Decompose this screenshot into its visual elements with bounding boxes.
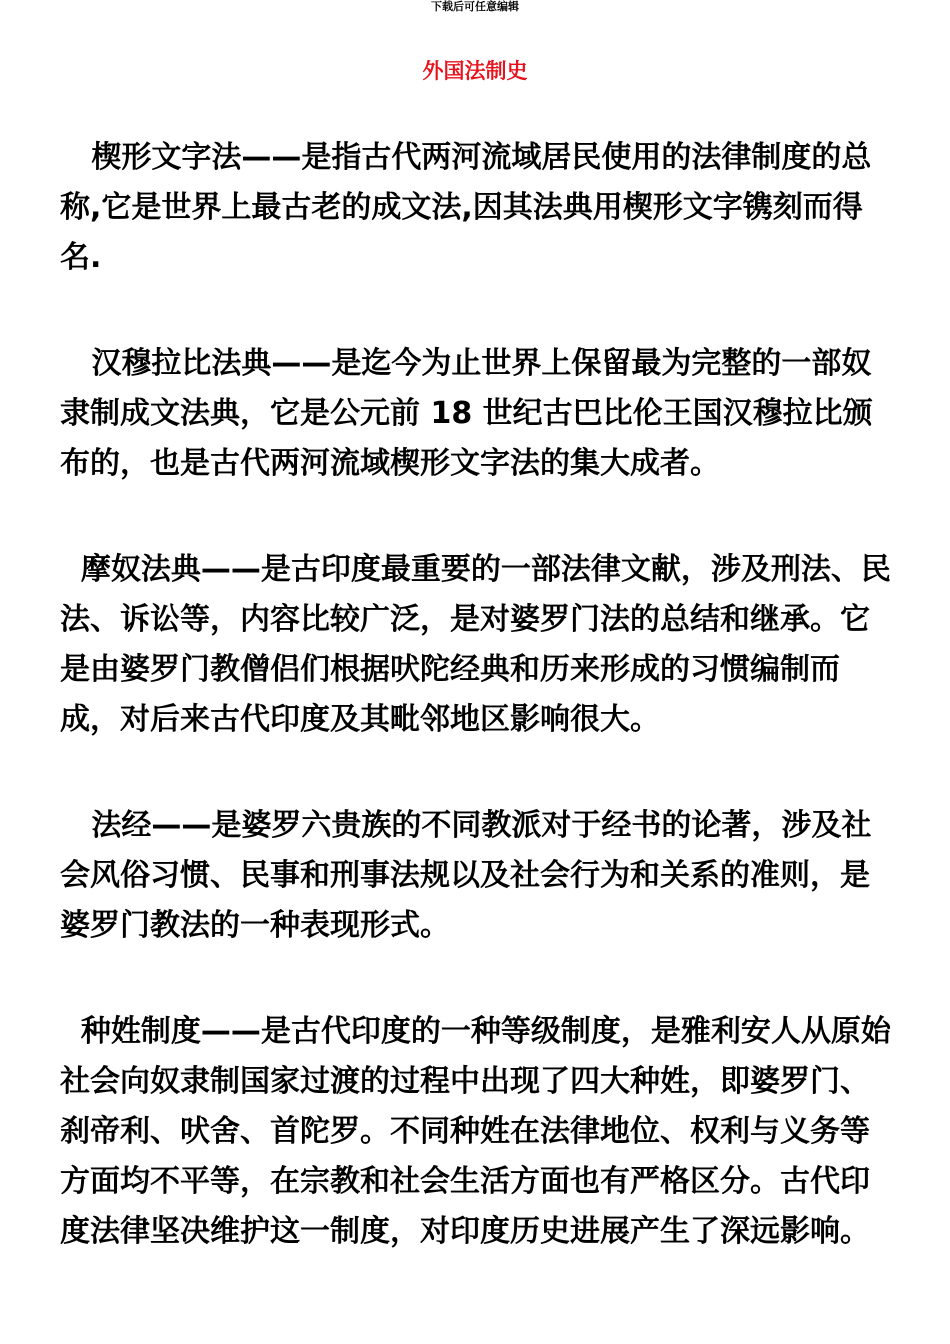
paragraph-dharmasutras: 法经——是婆罗六贵族的不同教派对于经书的论著，涉及社会风俗习惯、民事和刑事法规以及社会行为和关系的准则，是婆罗门教法的一种表现形式。 — [60, 808, 872, 943]
document-body — [60, 133, 896, 1257]
paragraph-code-of-hammurabi: 汉穆拉比法典——是迄今为止世界上保留最为完整的一部奴隶制成文法典，它是公元前 18 世纪古巴比伦王国汉穆拉比颁布的，也是古代两河流域楔形文字法的集大成者。 — [60, 346, 873, 481]
paragraph-laws-of-manu: 摩奴法典——是古印度最重要的一部法律文献，涉及刑法、民法、诉讼等，内容比较广泛，是对婆罗门法的总结和继承。它是由婆罗门教僧侣们根据吠陀经典和历来形成的习惯编制而成，对后来古代印度及其毗邻地区影响很大。 — [60, 552, 891, 737]
paragraph-caste-system: 种姓制度——是古代印度的一种等级制度，是雅利安人从原始社会向奴隶制国家过渡的过程中出现了四大种姓，即婆罗门、刹帝利、吠舍、首陀罗。不同种姓在法律地位、权利与义务等方面均不平等，在宗教和社会生活方面也有严格区分。古代印度法律坚决维护这一制度，对印度历史进展产生了深远影响。 — [60, 1014, 891, 1249]
paragraph-cuneiform-law: 楔形文字法——是指古代两河流域居民使用的法律制度的总称,它是世界上最古老的成文法,因其法典用楔形文字镌刻而得名. — [60, 140, 872, 275]
document-title: 外国法制史 — [422, 59, 528, 83]
header-note: 下载后可任意编辑 — [431, 0, 519, 13]
